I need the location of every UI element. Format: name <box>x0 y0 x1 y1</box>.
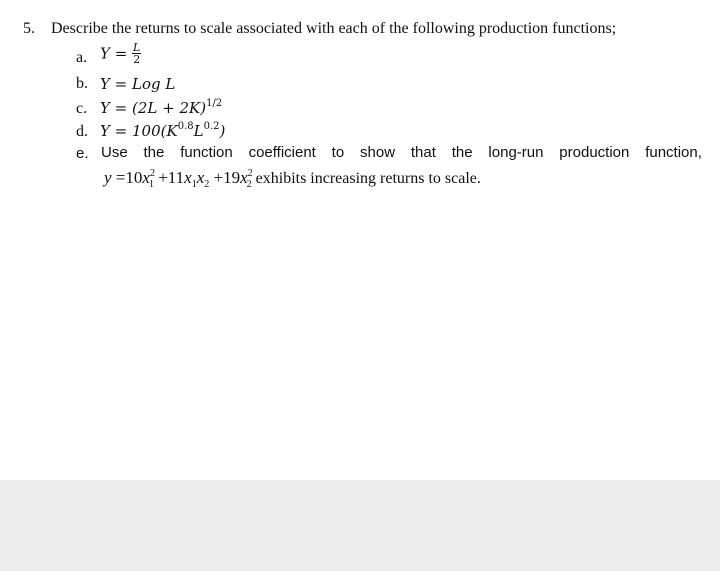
item-e-word: to <box>331 144 345 161</box>
item-d-pre: Y = 100(K <box>100 122 178 140</box>
item-a-label: a. <box>76 49 88 66</box>
item-a-lhs: Y <box>100 44 110 63</box>
eq-x4: x <box>240 168 248 187</box>
eq-x2: x <box>184 168 192 187</box>
item-e-word: function, <box>645 144 702 161</box>
eq-y: y <box>104 168 112 187</box>
question-line <box>23 20 616 38</box>
item-b-label: b. <box>76 75 88 92</box>
item-c-exponent: 1/2 <box>206 98 223 109</box>
item-a-denominator: 2 <box>133 53 141 66</box>
item-a-fraction <box>132 42 141 65</box>
question-text: Describe the returns to scale associated with each of the following production functions; <box>51 20 617 37</box>
bottom-gray-area <box>0 480 720 571</box>
item-e-word: the <box>451 144 473 161</box>
eq-term3-coef: +19 <box>209 168 241 187</box>
item-b-equation: Y = Log L <box>100 75 176 93</box>
item-d-label: d. <box>76 123 88 140</box>
item-e-tail: exhibits increasing returns to scale. <box>251 170 481 187</box>
eq-x1-sub: 1 <box>148 179 154 190</box>
item-e-equation-line <box>104 168 481 188</box>
item-e-word: production <box>559 144 630 161</box>
item-a-eq: = <box>114 44 128 63</box>
item-a-equation <box>100 43 141 66</box>
item-e-word: long-run <box>488 144 544 161</box>
item-e-word: Use <box>101 144 128 161</box>
item-a-numerator: L <box>133 41 141 54</box>
eq-x2-sub: 1 <box>191 179 197 190</box>
item-c-expr: Y = (2L + 2K) <box>100 99 207 117</box>
eq-x1: x <box>142 168 150 187</box>
item-d-equation <box>100 122 225 140</box>
eq-x3: x <box>196 168 205 187</box>
item-d-exp1: 0.8 <box>177 121 194 132</box>
item-e-equation <box>104 168 253 190</box>
eq-x3-sub: 2 <box>204 179 210 190</box>
item-e-word: show <box>360 144 396 161</box>
item-e-text-line <box>101 144 702 161</box>
eq-term1-coef: =10 <box>111 168 143 187</box>
item-c-label: c. <box>76 100 88 117</box>
item-e-word: function <box>180 144 233 161</box>
eq-term2-coef: +11 <box>153 168 185 187</box>
item-e-word: the <box>143 144 165 161</box>
item-c-equation <box>100 99 222 117</box>
eq-x4-sup: 2 <box>247 168 253 179</box>
item-d-post: ) <box>219 122 226 140</box>
item-e-word: that <box>410 144 436 161</box>
question-number: 5. <box>23 20 35 37</box>
item-d-mid: L <box>193 122 204 140</box>
eq-x1-sup: 2 <box>149 168 155 179</box>
item-e-word: coefficient <box>248 144 316 161</box>
item-d-exp2: 0.2 <box>203 121 220 132</box>
eq-x4-sub: 2 <box>246 179 252 190</box>
item-e-label: e. <box>76 145 89 162</box>
